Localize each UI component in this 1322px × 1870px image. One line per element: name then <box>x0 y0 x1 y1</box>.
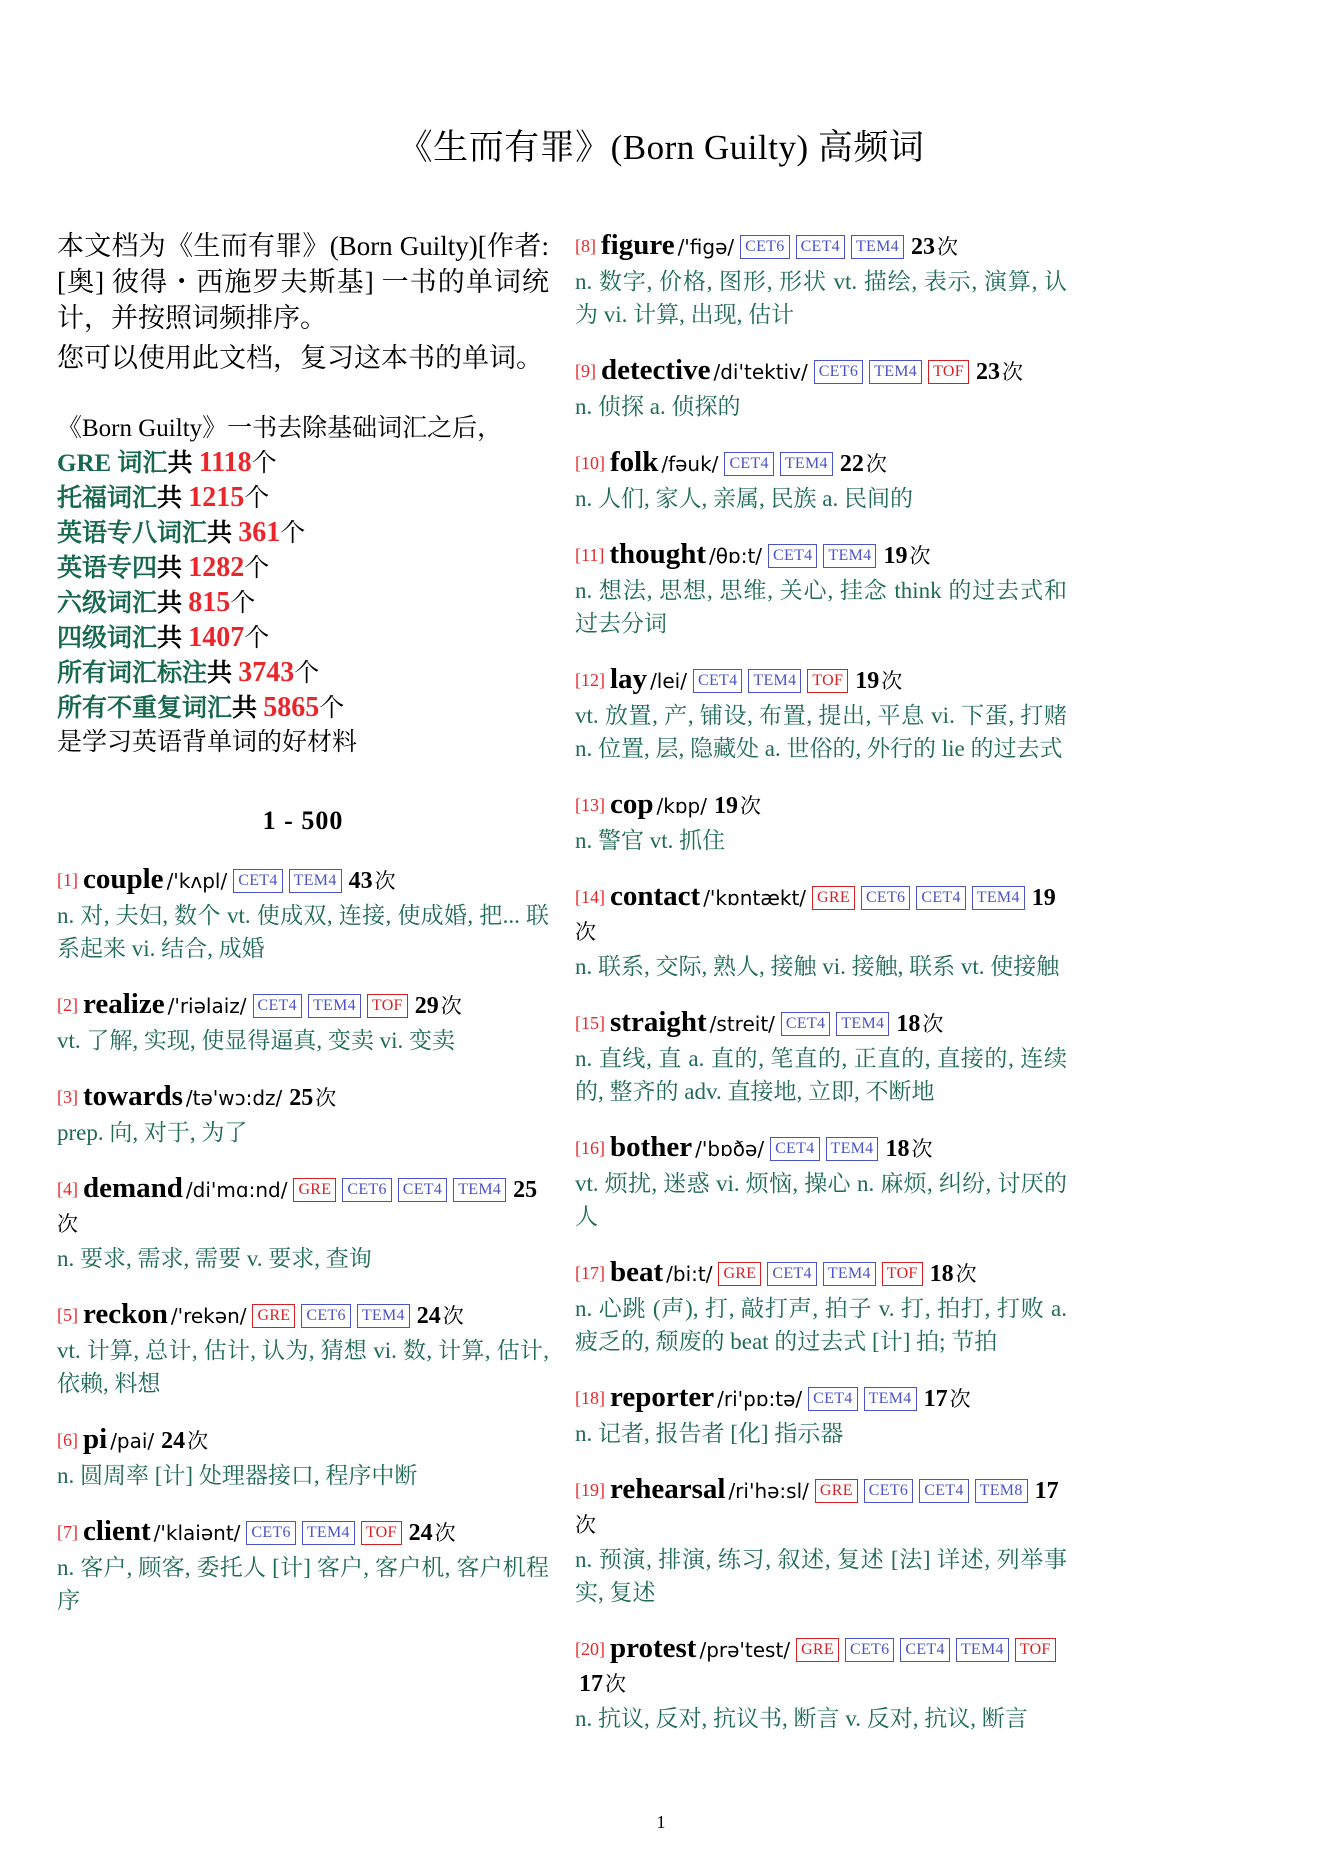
entry-phonetic: /bi:t/ <box>666 1262 713 1286</box>
entry-count-unit: 次 <box>315 1086 337 1110</box>
entry-phonetic: /prə'test/ <box>699 1638 791 1662</box>
entry-definition: vt. 烦扰, 迷惑 vi. 烦恼, 操心 n. 麻烦, 纠纷, 讨厌的人 <box>575 1171 1067 1229</box>
entry-index: [11] <box>575 545 605 565</box>
entry-word: reporter <box>610 1381 715 1413</box>
stat-label: 托福词汇 <box>57 485 158 512</box>
entry-word: towards <box>83 1080 183 1112</box>
vocab-tag-badge: CET4 <box>768 544 817 568</box>
stat-label: GRE 词汇 <box>57 450 168 477</box>
dictionary-entry <box>575 228 1067 331</box>
entry-frequency-count: 43 <box>348 868 373 894</box>
vocab-tag-badge: TEM4 <box>453 1178 506 1202</box>
dictionary-entry <box>575 1255 1067 1358</box>
entry-index: [4] <box>57 1179 78 1199</box>
vocab-tag-badge: TEM4 <box>851 235 904 259</box>
stat-label: 四级词汇 <box>57 625 158 652</box>
vocab-tag-badge: CET4 <box>900 1638 949 1662</box>
stat-unit: 个 <box>280 520 306 547</box>
vocab-tag-badge: TOF <box>807 669 848 693</box>
entry-index: [7] <box>57 1522 78 1542</box>
entry-definition: n. 客户, 顾客, 委托人 [计] 客户, 客户机, 客户机程序 <box>57 1555 549 1613</box>
stat-row-tem8 <box>57 516 549 551</box>
entry-count-unit: 次 <box>922 1012 944 1036</box>
entry-count-unit: 次 <box>442 1304 464 1328</box>
vocab-tag-badge: CET6 <box>301 1304 350 1328</box>
entry-count-unit: 次 <box>440 994 462 1018</box>
entry-frequency-count: 19 <box>713 793 738 819</box>
dictionary-entry <box>57 1514 549 1617</box>
vocab-tag-badge: TEM8 <box>975 1479 1028 1503</box>
vocab-tag-badge: CET4 <box>767 1262 816 1286</box>
intro-paragraph-2: 您可以使用此文档，复习这本书的单词。 <box>57 343 543 373</box>
entry-count-unit: 次 <box>949 1387 971 1411</box>
entry-word: protest <box>610 1632 697 1664</box>
entry-definition: n. 警官 vt. 抓住 <box>575 828 726 853</box>
entry-count-unit: 次 <box>911 1137 933 1161</box>
stat-mid: 共 <box>207 520 233 547</box>
vocab-tag-badge: CET6 <box>861 886 910 910</box>
stat-label: 所有词汇标注 <box>57 660 208 687</box>
entry-index: [9] <box>575 361 596 381</box>
entry-phonetic: /streit/ <box>709 1012 775 1036</box>
entry-header <box>575 879 1067 949</box>
entry-index: [17] <box>575 1263 605 1283</box>
entry-header <box>575 1380 1067 1416</box>
entry-header <box>57 1171 549 1241</box>
entry-definition: n. 圆周率 [计] 处理器接口, 程序中断 <box>57 1463 418 1488</box>
entry-index: [20] <box>575 1639 605 1659</box>
entry-word: client <box>83 1515 151 1547</box>
vocab-tag-badge: CET6 <box>814 360 863 384</box>
stats-tail: 是学习英语背单词的好材料 <box>57 729 358 756</box>
dictionary-entry <box>57 1079 549 1149</box>
entry-header <box>575 537 1067 573</box>
entry-definition: n. 直线, 直 a. 直的, 笔直的, 正直的, 直接的, 连续的, 整齐的 adv. 直接地, 立即, 不断地 <box>575 1046 1067 1104</box>
entry-phonetic: /'klaiənt/ <box>153 1521 241 1545</box>
entry-word: realize <box>83 988 165 1020</box>
entry-definition: n. 预演, 排演, 练习, 叙述, 复述 [法] 详述, 列举事实, 复述 <box>575 1547 1067 1605</box>
entry-header <box>57 1514 549 1550</box>
right-column <box>575 228 1067 1757</box>
dictionary-entry <box>575 1472 1067 1609</box>
entry-header <box>57 1297 549 1333</box>
dictionary-entry <box>575 787 1067 857</box>
stat-label: 六级词汇 <box>57 590 158 617</box>
dictionary-entry <box>575 1130 1067 1233</box>
entry-index: [2] <box>57 995 78 1015</box>
stat-unit: 个 <box>251 450 277 477</box>
vocab-tag-badge: TOF <box>882 1262 923 1286</box>
vocab-tag-badge: TEM4 <box>972 886 1025 910</box>
entry-index: [10] <box>575 453 605 473</box>
dictionary-entry <box>57 1297 549 1400</box>
vocab-tag-badge: CET4 <box>796 235 845 259</box>
entry-header <box>575 445 1067 481</box>
entry-definition: n. 数字, 价格, 图形, 形状 vt. 描绘, 表示, 演算, 认为 vi. 计算, 出现, 估计 <box>575 269 1067 327</box>
entry-frequency-count: 24 <box>408 1520 433 1546</box>
entry-word: couple <box>83 863 164 895</box>
vocab-tag-badge: CET6 <box>740 235 789 259</box>
stat-row-toefl <box>57 481 549 516</box>
stat-number: 3743 <box>238 657 295 688</box>
entry-definition: n. 联系, 交际, 熟人, 接触 vi. 接触, 联系 vt. 使接触 <box>575 954 1060 979</box>
entry-count-unit: 次 <box>909 544 931 568</box>
entry-header <box>575 787 1067 823</box>
entry-phonetic: /fəuk/ <box>661 452 719 476</box>
entry-header <box>575 228 1067 264</box>
entry-word: folk <box>610 446 659 478</box>
stat-mid: 共 <box>232 695 258 722</box>
stat-row-all-tagged <box>57 656 549 691</box>
entry-definition: n. 心跳 (声), 打, 敲打声, 拍子 v. 打, 拍打, 打败 a. 疲乏的, 颓废的 beat 的过去式 [计] 拍; 节拍 <box>575 1296 1067 1354</box>
intro-paragraph-1: 本文档为《生而有罪》(Born Guilty)[作者: [奥] 彼得・西施罗夫斯基] 一书的单词统计，并按照词频排序。 <box>57 231 549 333</box>
entry-index: [5] <box>57 1305 78 1325</box>
vocab-tag-badge: CET6 <box>845 1638 894 1662</box>
dictionary-entry <box>57 1171 549 1275</box>
stat-unit: 个 <box>230 590 256 617</box>
entry-count-unit: 次 <box>865 452 887 476</box>
entry-index: [16] <box>575 1138 605 1158</box>
entry-frequency-count: 17 <box>1034 1478 1059 1504</box>
stat-label: 所有不重复词汇 <box>57 695 233 722</box>
entry-count-unit: 次 <box>575 920 596 944</box>
entry-phonetic: /di'tektiv/ <box>713 360 808 384</box>
dictionary-entry <box>575 879 1067 983</box>
entry-definition: n. 人们, 家人, 亲属, 民族 a. 民间的 <box>575 486 913 511</box>
entry-frequency-count: 24 <box>161 1428 186 1454</box>
entry-definition: n. 记者, 报告者 [化] 指示器 <box>575 1421 844 1446</box>
stat-mid: 共 <box>157 590 183 617</box>
entry-index: [1] <box>57 870 78 890</box>
vocab-tag-badge: TOF <box>361 1521 402 1545</box>
entry-phonetic: /ri'hə:sl/ <box>728 1479 809 1503</box>
entry-phonetic: /'kɒntækt/ <box>703 886 807 910</box>
entry-list-right <box>575 228 1067 1735</box>
vocab-tag-badge: CET4 <box>693 669 742 693</box>
entry-count-unit: 次 <box>936 235 958 259</box>
vocab-tag-badge: GRE <box>718 1262 761 1286</box>
entry-phonetic: /'riəlaiz/ <box>167 994 247 1018</box>
entry-header <box>575 1005 1067 1041</box>
entry-header <box>575 353 1067 389</box>
stat-mid: 共 <box>157 485 183 512</box>
entry-phonetic: /kɒp/ <box>656 794 707 818</box>
entry-phonetic: /'bɒðə/ <box>695 1137 765 1161</box>
entry-index: [12] <box>575 670 605 690</box>
entry-word: rehearsal <box>610 1473 726 1505</box>
stat-number: 815 <box>188 587 231 618</box>
entry-count-unit: 次 <box>605 1672 626 1696</box>
stats-block <box>57 446 549 726</box>
entry-word: figure <box>601 229 675 261</box>
stat-unit: 个 <box>294 660 320 687</box>
entry-word: pi <box>83 1423 108 1455</box>
stats-lead: 《Born Guilty》一书去除基础词汇之后， <box>57 415 503 442</box>
entry-count-unit: 次 <box>739 794 761 818</box>
vocab-tag-badge: GRE <box>815 1479 858 1503</box>
vocab-tag-badge: GRE <box>252 1304 295 1328</box>
stat-unit: 个 <box>244 485 270 512</box>
entry-word: straight <box>610 1006 707 1038</box>
page-title: 《生而有罪》(Born Guilty) 高频词 <box>397 128 925 167</box>
entry-header <box>575 1130 1067 1166</box>
stat-row-cet6 <box>57 586 549 621</box>
entry-frequency-count: 18 <box>896 1011 921 1037</box>
vocab-tag-badge: CET4 <box>781 1012 830 1036</box>
vocab-tag-badge: CET4 <box>919 1479 968 1503</box>
entry-index: [14] <box>575 887 605 907</box>
vocab-tag-badge: TEM4 <box>308 994 361 1018</box>
entry-word: lay <box>610 663 648 695</box>
entry-phonetic: /ri'pɒ:tə/ <box>717 1387 803 1411</box>
entry-frequency-count: 19 <box>1031 885 1056 911</box>
entry-phonetic: /pai/ <box>110 1429 155 1453</box>
entry-definition: vt. 了解, 实现, 使显得逼真, 变卖 vi. 变卖 <box>57 1028 456 1053</box>
entry-definition: vt. 计算, 总计, 估计, 认为, 猜想 vi. 数, 计算, 估计, 依赖, 料想 <box>57 1338 549 1396</box>
vocab-tag-badge: CET4 <box>398 1178 447 1202</box>
entry-index: [3] <box>57 1087 78 1107</box>
entry-index: [19] <box>575 1480 605 1500</box>
entry-phonetic: /lei/ <box>650 669 687 693</box>
page-number: 1 <box>656 1812 666 1832</box>
entry-definition: vt. 放置, 产, 铺设, 布置, 提出, 平息 vi. 下蛋, 打赌 n. 位置, 层, 隐藏处 a. 世俗的, 外行的 lie 的过去式 <box>575 703 1067 761</box>
entry-count-unit: 次 <box>374 869 396 893</box>
entry-word: beat <box>610 1256 664 1288</box>
vocab-tag-badge: CET4 <box>724 452 773 476</box>
dictionary-entry <box>57 987 549 1057</box>
entry-frequency-count: 24 <box>416 1303 441 1329</box>
entry-header <box>575 1472 1067 1542</box>
stat-mid: 共 <box>157 625 183 652</box>
stat-unit: 个 <box>244 555 270 582</box>
entry-header <box>57 1079 549 1115</box>
entry-frequency-count: 19 <box>883 543 908 569</box>
dictionary-entry <box>575 445 1067 515</box>
vocab-tag-badge: CET4 <box>233 869 282 893</box>
vocab-tag-badge: CET6 <box>864 1479 913 1503</box>
range-heading: 1 - 500 <box>262 806 344 835</box>
stat-unit: 个 <box>244 625 270 652</box>
stat-row-all-unique <box>57 691 549 726</box>
entry-header <box>575 662 1067 698</box>
entry-frequency-count: 17 <box>579 1671 603 1697</box>
stat-row-gre <box>57 446 549 481</box>
vocab-tag-badge: CET4 <box>253 994 302 1018</box>
stat-row-tem4 <box>57 551 549 586</box>
entry-frequency-count: 19 <box>855 668 880 694</box>
entry-count-unit: 次 <box>57 1212 78 1236</box>
entry-frequency-count: 25 <box>513 1177 538 1203</box>
entry-definition: n. 想法, 思想, 思维, 关心, 挂念 think 的过去式和过去分词 <box>575 578 1067 636</box>
stat-unit: 个 <box>319 695 345 722</box>
entry-frequency-count: 25 <box>289 1085 314 1111</box>
entry-definition: n. 抗议, 反对, 抗议书, 断言 v. 反对, 抗议, 断言 <box>575 1706 1028 1731</box>
vocab-tag-badge: GRE <box>796 1638 839 1662</box>
entry-word: detective <box>601 354 711 386</box>
entry-header <box>575 1255 1067 1291</box>
vocab-tag-badge: TEM4 <box>823 1262 876 1286</box>
entry-frequency-count: 18 <box>885 1136 910 1162</box>
vocab-tag-badge: TEM4 <box>826 1137 879 1161</box>
vocab-tag-badge: GRE <box>293 1178 336 1202</box>
entry-header <box>57 862 549 898</box>
dictionary-entry <box>57 1422 549 1492</box>
entry-phonetic: /di'mɑ:nd/ <box>185 1178 288 1202</box>
entry-header <box>575 1631 1067 1701</box>
vocab-tag-badge: TEM4 <box>302 1521 355 1545</box>
dictionary-entry <box>575 353 1067 423</box>
intro-spacer <box>57 376 549 412</box>
dictionary-entry <box>575 1631 1067 1735</box>
entry-count-unit: 次 <box>1001 360 1023 384</box>
vocab-tag-badge: TEM4 <box>869 360 922 384</box>
entry-phonetic: /tə'wɔ:dz/ <box>185 1086 283 1110</box>
vocab-tag-badge: CET4 <box>808 1387 857 1411</box>
vocab-tag-badge: CET6 <box>246 1521 295 1545</box>
dictionary-entry <box>575 1005 1067 1108</box>
left-column <box>57 228 549 1639</box>
entry-frequency-count: 23 <box>910 234 935 260</box>
entry-phonetic: /θɒ:t/ <box>709 544 763 568</box>
entry-count-unit: 次 <box>187 1429 209 1453</box>
entry-frequency-count: 17 <box>923 1386 948 1412</box>
entry-count-unit: 次 <box>955 1262 977 1286</box>
entry-count-unit: 次 <box>575 1513 596 1537</box>
entry-index: [6] <box>57 1430 78 1450</box>
entry-definition: n. 要求, 需求, 需要 v. 要求, 查询 <box>57 1246 372 1271</box>
stat-mid: 共 <box>157 555 183 582</box>
entry-definition: prep. 向, 对于, 为了 <box>57 1120 248 1145</box>
vocab-tag-badge: TEM4 <box>357 1304 410 1328</box>
entry-frequency-count: 18 <box>929 1261 954 1287</box>
vocab-tag-badge: TEM4 <box>864 1387 917 1411</box>
entry-index: [15] <box>575 1013 605 1033</box>
vocab-tag-badge: TEM4 <box>836 1012 889 1036</box>
stat-label: 英语专八词汇 <box>57 520 208 547</box>
dictionary-entry <box>575 537 1067 640</box>
vocab-tag-badge: TOF <box>1015 1638 1056 1662</box>
stat-mid: 共 <box>167 450 193 477</box>
entry-list-left <box>57 862 549 1617</box>
vocab-tag-badge: CET6 <box>342 1178 391 1202</box>
entry-count-unit: 次 <box>434 1521 456 1545</box>
entry-index: [8] <box>575 236 596 256</box>
entry-frequency-count: 23 <box>975 359 1000 385</box>
vocab-tag-badge: TEM4 <box>956 1638 1009 1662</box>
vocab-tag-badge: TEM4 <box>823 544 876 568</box>
dictionary-entry <box>575 1380 1067 1450</box>
stat-number: 361 <box>238 517 281 548</box>
entry-index: [13] <box>575 795 605 815</box>
entry-definition: n. 侦探 a. 侦探的 <box>575 394 741 419</box>
entry-header <box>57 1422 549 1458</box>
entry-frequency-count: 29 <box>414 993 439 1019</box>
dictionary-entry <box>575 662 1067 765</box>
vocab-tag-badge: TOF <box>367 994 408 1018</box>
entry-phonetic: /'rekən/ <box>170 1304 247 1328</box>
entry-index: [18] <box>575 1388 605 1408</box>
vocab-tag-badge: TEM4 <box>780 452 833 476</box>
vocab-tag-badge: CET4 <box>916 886 965 910</box>
entry-phonetic: /'kʌpl/ <box>166 869 228 893</box>
stat-number: 1118 <box>198 447 252 478</box>
stat-number: 5865 <box>263 692 320 723</box>
stat-row-cet4 <box>57 621 549 656</box>
entry-word: bother <box>610 1131 693 1163</box>
stat-mid: 共 <box>207 660 233 687</box>
entry-word: contact <box>610 880 701 912</box>
vocab-tag-badge: GRE <box>812 886 855 910</box>
entry-frequency-count: 22 <box>839 451 864 477</box>
dictionary-entry <box>57 862 549 965</box>
entry-definition: n. 对, 夫妇, 数个 vt. 使成双, 连接, 使成婚, 把... 联系起来 vi. 结合, 成婚 <box>57 903 549 961</box>
vocab-tag-badge: TEM4 <box>748 669 801 693</box>
vocab-tag-badge: TEM4 <box>289 869 342 893</box>
stat-number: 1282 <box>188 552 245 583</box>
stat-number: 1407 <box>188 622 245 653</box>
entry-word: demand <box>83 1172 183 1204</box>
stat-label: 英语专四 <box>57 555 158 582</box>
vocab-tag-badge: TOF <box>928 360 969 384</box>
entry-phonetic: /'figə/ <box>677 235 735 259</box>
entry-word: thought <box>609 538 707 570</box>
entry-word: reckon <box>83 1298 168 1330</box>
vocab-tag-badge: CET4 <box>770 1137 819 1161</box>
entry-count-unit: 次 <box>881 669 903 693</box>
entry-word: cop <box>610 788 654 820</box>
stat-number: 1215 <box>188 482 245 513</box>
entry-header <box>57 987 549 1023</box>
